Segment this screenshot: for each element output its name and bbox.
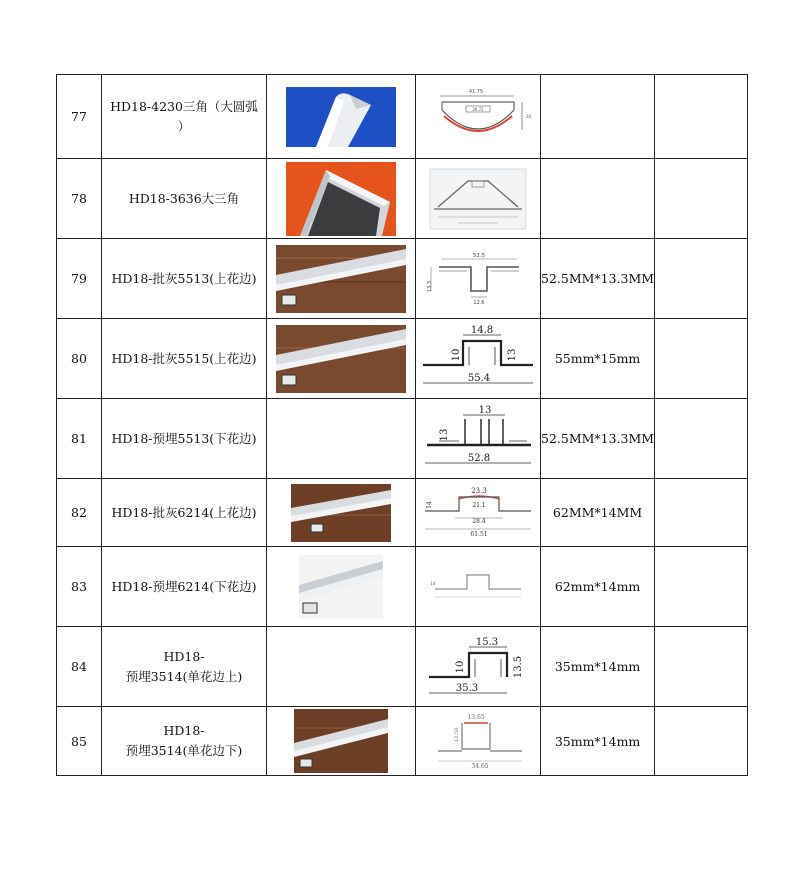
row-number: 78 [57, 159, 102, 239]
svg-text:30: 30 [526, 113, 532, 119]
product-name-line-1: HD18-4230三角（大圆弧 [110, 98, 258, 114]
table-row [57, 627, 748, 707]
svg-text:10: 10 [455, 660, 466, 673]
profile-drawing [416, 547, 541, 627]
svg-text:21.1: 21.1 [472, 501, 486, 509]
triangle-profile-photo [286, 87, 396, 147]
row-number: 79 [57, 239, 102, 319]
big-triangle-section-drawing [428, 167, 528, 231]
product-photo [267, 547, 416, 627]
product-name-line-2: 预埋3514(单花边上) [125, 668, 243, 684]
dimension-spec: 35mm*14mm [541, 627, 655, 707]
svg-text:14.8: 14.8 [470, 324, 494, 336]
product-name-line-1: HD18-3636大三角 [128, 190, 240, 206]
svg-text:14: 14 [430, 580, 436, 586]
empty-cell [655, 707, 748, 776]
plaster-profile-5515-photo [276, 325, 406, 393]
row-number: 84 [57, 627, 102, 707]
dimension-spec: 62mm*14mm [541, 547, 655, 627]
dimension-spec: 52.5MM*13.3MM [541, 239, 655, 319]
svg-text:13: 13 [439, 428, 450, 441]
product-photo-empty [267, 627, 416, 707]
product-name-line-2: ） [177, 118, 191, 134]
svg-text:52.8: 52.8 [467, 452, 491, 464]
profile-5513-embedded-section-drawing [419, 403, 537, 475]
svg-text:61.51: 61.51 [470, 530, 488, 538]
product-photo [267, 159, 416, 239]
product-name [102, 707, 267, 776]
empty-cell [655, 627, 748, 707]
plaster-profile-6214-photo [291, 484, 391, 542]
profile-drawing [416, 159, 541, 239]
product-name [102, 547, 267, 627]
table-row [57, 707, 748, 776]
table-row [57, 239, 748, 319]
table-row [57, 547, 748, 627]
embedded-profile-6214-photo [299, 555, 383, 619]
product-photo [267, 75, 416, 159]
empty-cell [655, 159, 748, 239]
svg-text:13.50: 13.50 [454, 727, 460, 743]
single-edge-3514-bottom-photo [294, 709, 388, 773]
profile-5513-section-drawing [419, 249, 537, 309]
svg-text:35.3: 35.3 [455, 682, 479, 694]
product-name-line-2: 预埋3514(单花边下) [125, 743, 243, 758]
svg-text:13: 13 [478, 404, 492, 416]
dimension-spec: 52.5MM*13.3MM [541, 399, 655, 479]
product-name-line-1: HD18- [163, 648, 205, 664]
table-row [57, 479, 748, 547]
product-photo [267, 319, 416, 399]
product-name-line-1: HD18-预埋5513(下花边) [111, 430, 257, 446]
product-photo-empty [267, 399, 416, 479]
profile-drawing [416, 707, 541, 776]
product-name [102, 627, 267, 707]
product-name-line-1: HD18-批灰6214(上花边) [111, 504, 257, 520]
profile-6214-section-drawing [419, 485, 537, 541]
profile-drawing [416, 627, 541, 707]
table-row [57, 399, 748, 479]
row-number: 77 [57, 75, 102, 159]
product-name [102, 75, 267, 159]
profile-5515-section-drawing [419, 323, 537, 395]
svg-text:52.5: 52.5 [472, 252, 486, 259]
svg-text:15.3: 15.3 [475, 636, 499, 648]
svg-text:12.6: 12.6 [473, 299, 485, 306]
svg-text:14: 14 [426, 500, 433, 509]
product-name-line-1: HD18-预埋6214(下花边) [111, 578, 257, 594]
row-number: 81 [57, 399, 102, 479]
svg-text:13.65: 13.65 [467, 714, 485, 721]
product-name-line-1: HD18-批灰5515(上花边) [111, 350, 257, 366]
svg-text:13.3: 13.3 [427, 280, 433, 292]
svg-text:55.4: 55.4 [467, 372, 491, 384]
product-photo [267, 239, 416, 319]
profile-drawing [416, 399, 541, 479]
empty-cell [655, 239, 748, 319]
dimension-spec [541, 75, 655, 159]
product-spec-table [56, 74, 748, 776]
table-row [57, 75, 748, 159]
profile-drawing [416, 479, 541, 547]
empty-cell [655, 547, 748, 627]
svg-text:41.75: 41.75 [468, 88, 484, 95]
product-name-line-1: HD18- [163, 723, 205, 738]
profile-drawing [416, 319, 541, 399]
empty-cell [655, 479, 748, 547]
svg-text:26.72: 26.72 [472, 106, 484, 112]
dimension-spec [541, 159, 655, 239]
svg-text:28.4: 28.4 [472, 517, 486, 525]
row-number: 82 [57, 479, 102, 547]
svg-text:23.3: 23.3 [471, 486, 487, 495]
svg-text:10: 10 [451, 348, 462, 361]
table-row [57, 319, 748, 399]
svg-text:13: 13 [507, 348, 518, 361]
product-photo [267, 707, 416, 776]
product-name-line-1: HD18-批灰5513(上花边) [111, 270, 257, 286]
plaster-profile-5513-photo [276, 245, 406, 313]
embedded-profile-6214-section-drawing [423, 567, 533, 607]
product-name [102, 159, 267, 239]
profile-drawing [416, 239, 541, 319]
big-triangle-profile-photo [286, 162, 396, 236]
profile-drawing [416, 75, 541, 159]
dimension-spec: 55mm*15mm [541, 319, 655, 399]
empty-cell [655, 75, 748, 159]
triangle-section-drawing [426, 82, 530, 152]
table-row [57, 159, 748, 239]
empty-cell [655, 319, 748, 399]
svg-text:13.5: 13.5 [513, 655, 524, 678]
dimension-spec: 62MM*14MM [541, 479, 655, 547]
product-name [102, 479, 267, 547]
row-number: 85 [57, 707, 102, 776]
svg-text:34.65: 34.65 [471, 763, 489, 770]
single-edge-3514-bottom-section-drawing [428, 711, 528, 771]
product-name [102, 239, 267, 319]
row-number: 83 [57, 547, 102, 627]
empty-cell [655, 399, 748, 479]
product-name [102, 319, 267, 399]
product-photo [267, 479, 416, 547]
dimension-spec: 35mm*14mm [541, 707, 655, 776]
product-name [102, 399, 267, 479]
row-number: 80 [57, 319, 102, 399]
single-edge-3514-top-section-drawing [423, 631, 533, 703]
